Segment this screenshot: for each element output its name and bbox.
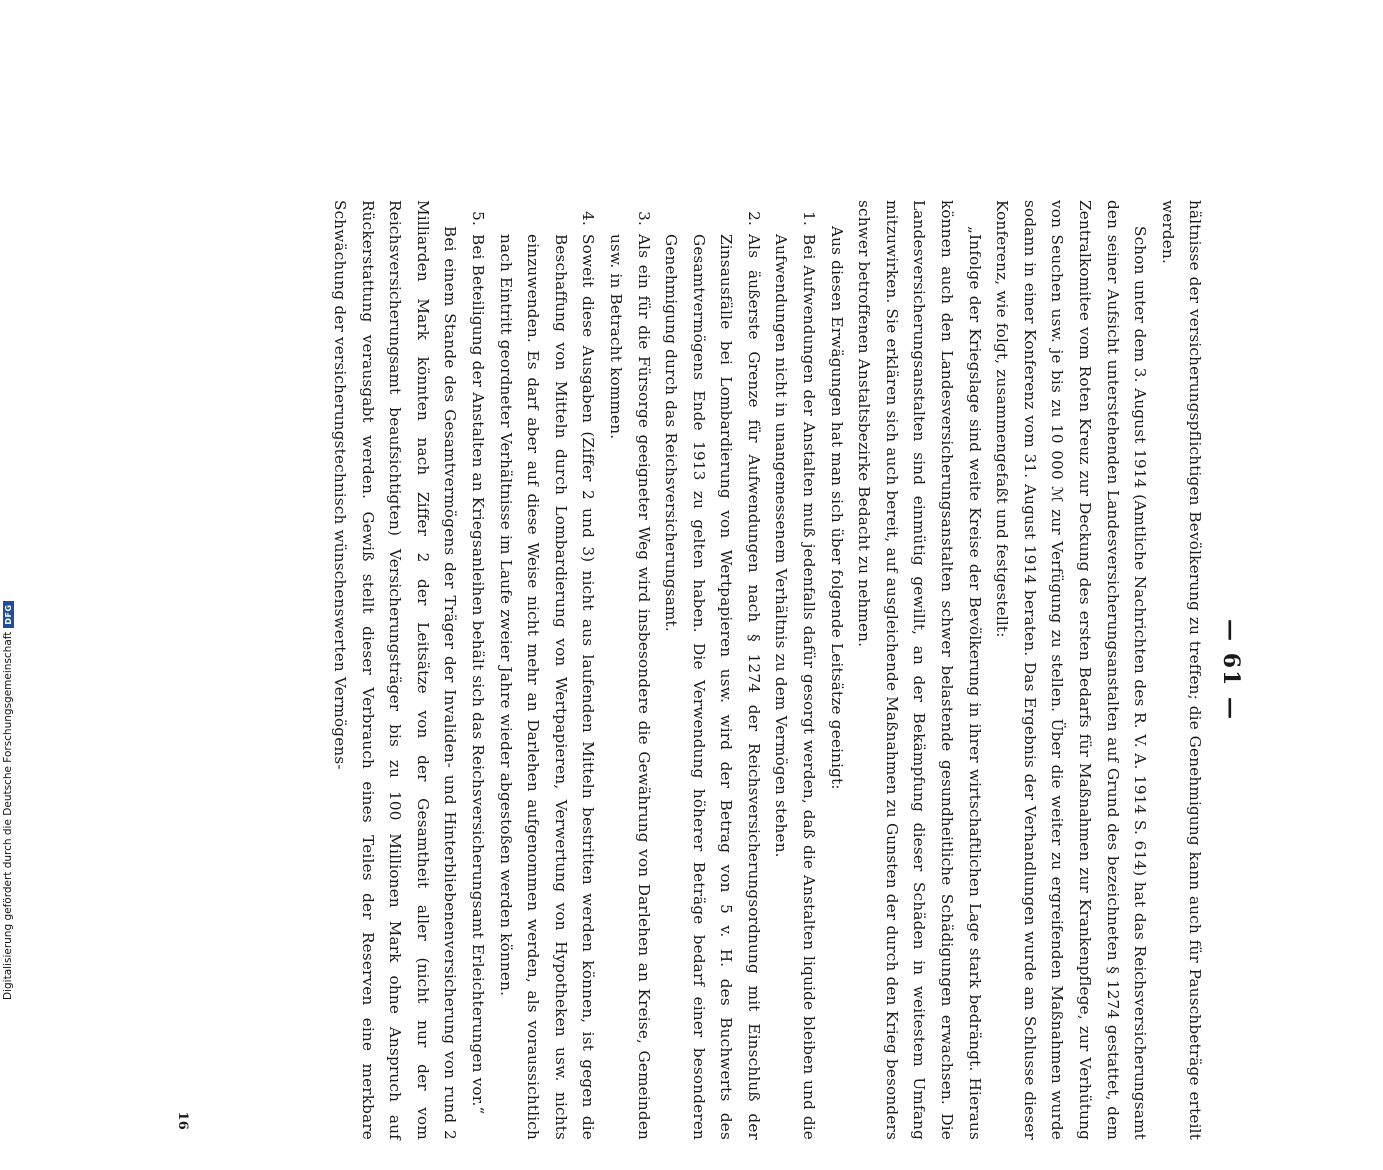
guidelines-list bbox=[463, 200, 822, 1140]
rotated-page bbox=[170, 170, 1250, 1170]
list-number: 3. bbox=[634, 211, 653, 226]
list-item bbox=[491, 200, 601, 1140]
paragraph-guidelines-intro: Aus diesen Erwägungen hat man sich über folgende Leitsätze geeinigt: bbox=[827, 226, 846, 790]
list-number: 5. bbox=[468, 211, 487, 226]
credit-text: Digitalisierung gefördert durch die Deutsche Forschungsgemeinschaft bbox=[2, 631, 14, 1000]
paragraph-assets: Bei einem Stande des Gesamtvermögens der Träger der Invaliden- und Hinterbliebenenversicherung von rund 2 Milliarden Mark könnten nach Ziffer 2 der Leitsätze von der Gesamtheit aller (nicht nur der vom Reichsversicherungsamt beaufsichtigten) Versicherungsträger bis zu 100 Millionen Mark ohne Anspruch auf Rückerstattung verausgabt werden. Gewiß stellt dieser Verbrauch eines Teiles der Reserven eine merkbare Schwächung der versicherungstechnisch wünschenswerten Vermögens- bbox=[331, 200, 460, 1140]
list-item bbox=[767, 200, 822, 1140]
paragraph-continuation: hältnisse der versicherungspflichtigen Bevölkerung zu treffen; die Genehmigung kann auch für Pauschbeträge erteilt werden. bbox=[1158, 200, 1205, 1140]
paragraph-conference-quote: „Infolge der Kriegslage sind weite Kreise der Bevölkerung in ihrer wirtschaftlichen Lage stark bedrängt. Hieraus können auch den Landesversicherungsanstalten schwer belastende gesundheitliche Schädigungen erwachsen. Die Landesversicherungsanstalten sind einmütig gewillt, an der Bekämpfung dieser Schäden in weitestem Umfang mitzuwirken. Sie erklären sich auch bereit, auf ausgleichende Maßnahmen zu Gunsten der durch den Krieg besonders schwer betroffenen Anstaltsbezirke Bedacht zu nehmen. bbox=[855, 200, 984, 1140]
list-number: 4. bbox=[579, 211, 598, 226]
dfg-logo-icon: DFG bbox=[3, 601, 14, 627]
list-text: Bei Aufwendungen der Anstalten muß jedenfalls dafür gesorgt werden, daß die Anstalten liquide bleiben und die Aufwendungen nicht in unangemessenem Verhältnis zu dem Vermögen stehen. bbox=[772, 234, 819, 1140]
list-text: Soweit diese Ausgaben (Ziffer 2 und 3) nicht aus laufenden Mitteln bestritten werden können, ist gegen die Beschaffung von Mitteln durch Lombardierung von Wertpapieren, Verwertung von Hypotheken usw. nichts einzuwenden. Es darf aber auf diese Weise nicht mehr an Darlehen aufgenommen werden, als voraussichtlich nach Eintritt geordneter Verhältnisse im Laufe zweier Jahre wieder abgestoßen werden können. bbox=[496, 234, 598, 1140]
signature-mark: 16 bbox=[174, 1111, 190, 1130]
list-number: 2. bbox=[744, 211, 763, 226]
document-page bbox=[164, 170, 1244, 1170]
list-text: Als ein für die Fürsorge geeigneter Weg wird insbesondere die Gewährung von Darlehen an Kreise, Gemeinden usw. in Betracht kommen. bbox=[606, 234, 653, 1140]
paragraph-decree: Schon unter dem 3. August 1914 (Amtliche Nachrichten des R. V. A. 1914 S. 614) hat das Reichsversicherungsamt den seiner Aufsicht unterstehenden Landesversicherungsanstalten auf Grund des bezeichneten § 1274 gestattet, dem Zentralkomitee vom Roten Kreuz zur Deckung des ersten Bedarfs für Maßnahmen zur Krankenpflege, zur Verhütung von Seuchen usw. je bis zu 10 000 ℳ zur Verfügung zu stellen. Über die weiter zu ergreifenden Maßnahmen wurde sodann in einer Konferenz vom 31. August 1914 beraten. Das Ergebnis der Verhandlungen wurde am Schlusse dieser Konferenz, wie folgt, zusammengefaßt und festgestellt: bbox=[993, 200, 1150, 1140]
list-item bbox=[601, 200, 656, 1140]
list-text: Als äußerste Grenze für Aufwendungen nach § 1274 der Reichsversicherungsordnung mit Einschluß der Zinsausfälle bei Lombardierung von Wertpapieren usw. wird der Betrag von 5 v. H. des Buchwerts des Gesamtvermögens Ende 1913 zu gelten haben. Die Verwendung höherer Beträge bedarf einer besonderen Genehmigung durch das Reichsversicherungsamt. bbox=[662, 234, 763, 1140]
list-item bbox=[657, 200, 767, 1140]
page-number: — 61 — bbox=[1218, 619, 1244, 721]
list-item bbox=[463, 200, 491, 1140]
digitization-credit bbox=[2, 601, 14, 1000]
list-text: Bei Beteiligung der Anstalten an Kriegsanleihen behält sich das Reichsversicherungsamt Erleichterungen vor.“ bbox=[468, 234, 487, 1115]
list-number: 1. bbox=[800, 211, 819, 226]
